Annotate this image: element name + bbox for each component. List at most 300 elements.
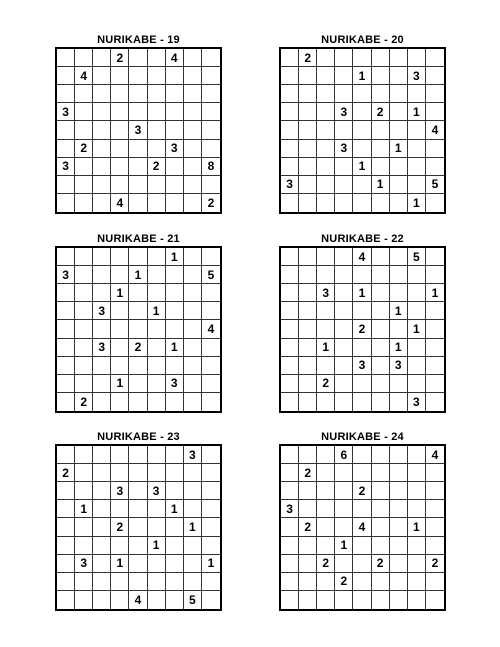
grid-cell[interactable] (129, 537, 147, 555)
grid-cell[interactable] (166, 320, 184, 338)
grid-cell[interactable] (111, 158, 129, 176)
grid-cell[interactable] (372, 158, 390, 176)
grid-cell[interactable]: 5 (202, 266, 220, 284)
grid-cell[interactable]: 3 (353, 357, 371, 375)
grid-cell[interactable] (426, 103, 444, 121)
grid-cell[interactable] (426, 375, 444, 393)
grid-cell[interactable] (281, 158, 299, 176)
grid-cell[interactable] (57, 518, 75, 536)
grid-cell[interactable] (75, 518, 93, 536)
grid-cell[interactable] (353, 446, 371, 464)
grid-cell[interactable] (317, 176, 335, 194)
grid-cell[interactable] (299, 85, 317, 103)
grid-cell[interactable] (408, 357, 426, 375)
grid-cell[interactable] (299, 158, 317, 176)
grid-cell[interactable] (148, 446, 166, 464)
grid-cell[interactable] (353, 537, 371, 555)
grid-cell[interactable] (426, 266, 444, 284)
grid-cell[interactable] (202, 140, 220, 158)
grid-cell[interactable] (93, 591, 111, 609)
grid-cell[interactable] (111, 266, 129, 284)
grid-cell[interactable] (372, 464, 390, 482)
grid-cell[interactable]: 3 (408, 393, 426, 411)
grid-cell[interactable] (202, 537, 220, 555)
grid-cell[interactable] (148, 194, 166, 212)
grid-cell[interactable]: 2 (148, 158, 166, 176)
grid-cell[interactable] (426, 85, 444, 103)
grid-cell[interactable] (317, 393, 335, 411)
grid-cell[interactable] (390, 573, 408, 591)
grid-cell[interactable] (93, 67, 111, 85)
grid-cell[interactable] (299, 140, 317, 158)
grid-cell[interactable] (372, 375, 390, 393)
grid-cell[interactable] (93, 537, 111, 555)
grid-cell[interactable]: 1 (390, 140, 408, 158)
grid-cell[interactable] (93, 482, 111, 500)
grid-cell[interactable] (408, 140, 426, 158)
grid-cell[interactable]: 1 (353, 67, 371, 85)
grid-cell[interactable] (202, 339, 220, 357)
grid-cell[interactable] (166, 194, 184, 212)
grid-cell[interactable] (166, 482, 184, 500)
grid-cell[interactable] (372, 393, 390, 411)
grid-cell[interactable]: 4 (353, 518, 371, 536)
grid-cell[interactable] (166, 446, 184, 464)
grid-cell[interactable] (408, 375, 426, 393)
grid-cell[interactable] (408, 121, 426, 139)
grid-cell[interactable] (148, 464, 166, 482)
grid-cell[interactable] (129, 248, 147, 266)
grid-cell[interactable] (202, 500, 220, 518)
grid-cell[interactable] (317, 121, 335, 139)
grid-cell[interactable]: 1 (184, 518, 202, 536)
grid-cell[interactable] (148, 375, 166, 393)
grid-cell[interactable] (148, 140, 166, 158)
grid-cell[interactable] (390, 103, 408, 121)
grid-cell[interactable] (75, 375, 93, 393)
grid-cell[interactable] (426, 194, 444, 212)
grid-cell[interactable]: 5 (184, 591, 202, 609)
grid-cell[interactable] (426, 537, 444, 555)
grid-cell[interactable] (166, 518, 184, 536)
grid-cell[interactable] (426, 464, 444, 482)
grid-cell[interactable] (202, 121, 220, 139)
grid-cell[interactable]: 3 (57, 266, 75, 284)
grid-cell[interactable] (390, 537, 408, 555)
grid-cell[interactable] (281, 482, 299, 500)
grid-cell[interactable] (408, 49, 426, 67)
grid-cell[interactable]: 4 (129, 591, 147, 609)
grid-cell[interactable] (111, 537, 129, 555)
grid-cell[interactable] (372, 339, 390, 357)
grid-cell[interactable] (129, 393, 147, 411)
grid-cell[interactable] (111, 464, 129, 482)
grid-cell[interactable] (202, 67, 220, 85)
grid-cell[interactable]: 3 (335, 140, 353, 158)
grid-cell[interactable] (335, 266, 353, 284)
grid-cell[interactable] (75, 85, 93, 103)
grid-cell[interactable] (75, 339, 93, 357)
grid-cell[interactable] (317, 573, 335, 591)
grid-cell[interactable] (75, 176, 93, 194)
grid-cell[interactable] (408, 500, 426, 518)
grid-cell[interactable] (353, 591, 371, 609)
grid-cell[interactable]: 1 (426, 284, 444, 302)
grid-cell[interactable] (390, 176, 408, 194)
grid-cell[interactable]: 1 (166, 339, 184, 357)
grid-cell[interactable] (184, 176, 202, 194)
grid-cell[interactable] (335, 518, 353, 536)
grid-cell[interactable] (129, 375, 147, 393)
grid-cell[interactable] (166, 284, 184, 302)
grid-cell[interactable] (148, 85, 166, 103)
grid-cell[interactable]: 2 (75, 393, 93, 411)
grid-cell[interactable] (390, 121, 408, 139)
grid-cell[interactable] (93, 176, 111, 194)
grid-cell[interactable] (426, 49, 444, 67)
grid-cell[interactable]: 3 (184, 446, 202, 464)
grid-cell[interactable]: 1 (408, 518, 426, 536)
grid-cell[interactable] (390, 375, 408, 393)
grid-cell[interactable] (184, 482, 202, 500)
grid-cell[interactable] (148, 284, 166, 302)
grid-cell[interactable] (335, 555, 353, 573)
grid-cell[interactable] (148, 518, 166, 536)
grid-cell[interactable]: 3 (281, 500, 299, 518)
grid-cell[interactable] (184, 103, 202, 121)
grid-cell[interactable] (129, 284, 147, 302)
grid-cell[interactable]: 3 (129, 121, 147, 139)
grid-cell[interactable] (75, 49, 93, 67)
grid-cell[interactable] (184, 266, 202, 284)
grid-cell[interactable] (75, 537, 93, 555)
grid-cell[interactable]: 1 (166, 500, 184, 518)
grid-cell[interactable] (281, 573, 299, 591)
grid-cell[interactable] (299, 482, 317, 500)
grid-cell[interactable] (353, 573, 371, 591)
grid-cell[interactable] (184, 320, 202, 338)
grid-cell[interactable] (202, 446, 220, 464)
grid-cell[interactable] (281, 49, 299, 67)
grid-cell[interactable] (281, 357, 299, 375)
grid-cell[interactable] (57, 393, 75, 411)
grid-cell[interactable] (184, 555, 202, 573)
grid-cell[interactable] (202, 302, 220, 320)
grid-cell[interactable] (129, 49, 147, 67)
grid-cell[interactable] (75, 248, 93, 266)
grid-cell[interactable] (202, 85, 220, 103)
grid-cell[interactable] (335, 339, 353, 357)
grid-cell[interactable] (390, 591, 408, 609)
grid-cell[interactable] (408, 266, 426, 284)
grid-cell[interactable] (129, 67, 147, 85)
grid-cell[interactable] (390, 446, 408, 464)
grid-cell[interactable] (202, 518, 220, 536)
grid-cell[interactable] (57, 357, 75, 375)
grid-cell[interactable] (408, 158, 426, 176)
grid-cell[interactable]: 3 (111, 482, 129, 500)
grid-cell[interactable] (372, 357, 390, 375)
grid-cell[interactable] (353, 302, 371, 320)
grid-cell[interactable] (372, 518, 390, 536)
grid-cell[interactable] (335, 284, 353, 302)
grid-cell[interactable] (111, 176, 129, 194)
grid-cell[interactable] (57, 500, 75, 518)
grid-cell[interactable] (408, 85, 426, 103)
grid-cell[interactable] (281, 320, 299, 338)
grid-cell[interactable] (299, 194, 317, 212)
grid-cell[interactable] (372, 49, 390, 67)
grid-cell[interactable] (129, 103, 147, 121)
grid-cell[interactable] (390, 266, 408, 284)
grid-cell[interactable] (57, 446, 75, 464)
grid-cell[interactable]: 2 (353, 482, 371, 500)
grid-cell[interactable] (335, 357, 353, 375)
grid-cell[interactable] (111, 85, 129, 103)
grid-cell[interactable] (166, 573, 184, 591)
grid-cell[interactable] (57, 591, 75, 609)
grid-cell[interactable] (353, 339, 371, 357)
grid-cell[interactable] (335, 482, 353, 500)
grid-cell[interactable] (426, 500, 444, 518)
grid-cell[interactable]: 2 (372, 555, 390, 573)
grid-cell[interactable] (166, 537, 184, 555)
grid-cell[interactable] (390, 49, 408, 67)
grid-cell[interactable] (372, 591, 390, 609)
grid-cell[interactable]: 4 (202, 320, 220, 338)
grid-cell[interactable] (353, 266, 371, 284)
grid-cell[interactable] (184, 500, 202, 518)
grid-cell[interactable] (426, 248, 444, 266)
grid-cell[interactable] (184, 393, 202, 411)
grid-cell[interactable] (129, 518, 147, 536)
grid-cell[interactable] (353, 464, 371, 482)
grid-cell[interactable] (299, 446, 317, 464)
grid-cell[interactable]: 3 (335, 103, 353, 121)
grid-cell[interactable]: 3 (166, 375, 184, 393)
grid-cell[interactable] (317, 103, 335, 121)
grid-cell[interactable] (93, 103, 111, 121)
grid-cell[interactable] (75, 266, 93, 284)
grid-cell[interactable] (166, 302, 184, 320)
grid-cell[interactable] (372, 500, 390, 518)
grid-cell[interactable] (390, 194, 408, 212)
grid-cell[interactable] (426, 482, 444, 500)
grid-cell[interactable] (184, 302, 202, 320)
grid-cell[interactable] (57, 555, 75, 573)
grid-cell[interactable] (148, 555, 166, 573)
grid-cell[interactable] (335, 375, 353, 393)
grid-cell[interactable] (166, 158, 184, 176)
grid-cell[interactable] (148, 357, 166, 375)
grid-cell[interactable] (317, 537, 335, 555)
grid-cell[interactable]: 2 (299, 518, 317, 536)
grid-cell[interactable] (281, 284, 299, 302)
grid-cell[interactable] (335, 320, 353, 338)
grid-cell[interactable] (353, 500, 371, 518)
grid-cell[interactable]: 3 (75, 555, 93, 573)
grid-cell[interactable]: 5 (426, 176, 444, 194)
grid-cell[interactable] (372, 194, 390, 212)
grid-cell[interactable]: 1 (408, 103, 426, 121)
grid-cell[interactable] (372, 67, 390, 85)
grid-cell[interactable] (281, 537, 299, 555)
grid-cell[interactable]: 3 (93, 339, 111, 357)
grid-cell[interactable] (390, 393, 408, 411)
grid-cell[interactable]: 8 (202, 158, 220, 176)
grid-cell[interactable]: 2 (75, 140, 93, 158)
grid-cell[interactable] (148, 121, 166, 139)
grid-cell[interactable] (281, 85, 299, 103)
grid-cell[interactable] (353, 194, 371, 212)
grid-cell[interactable]: 4 (111, 194, 129, 212)
grid-cell[interactable] (166, 103, 184, 121)
grid-cell[interactable] (317, 518, 335, 536)
grid-cell[interactable]: 1 (390, 339, 408, 357)
grid-cell[interactable] (184, 464, 202, 482)
grid-cell[interactable] (129, 320, 147, 338)
grid-cell[interactable] (184, 85, 202, 103)
grid-cell[interactable]: 5 (408, 248, 426, 266)
grid-cell[interactable] (75, 464, 93, 482)
grid-cell[interactable] (57, 140, 75, 158)
grid-cell[interactable] (184, 158, 202, 176)
grid-cell[interactable] (75, 482, 93, 500)
grid-cell[interactable] (93, 121, 111, 139)
grid-cell[interactable]: 2 (317, 375, 335, 393)
grid-cell[interactable] (129, 555, 147, 573)
grid-cell[interactable] (57, 176, 75, 194)
grid-cell[interactable] (372, 140, 390, 158)
grid-cell[interactable]: 1 (148, 537, 166, 555)
grid-cell[interactable] (299, 339, 317, 357)
grid-cell[interactable] (202, 248, 220, 266)
grid-cell[interactable] (390, 85, 408, 103)
grid-cell[interactable] (408, 284, 426, 302)
grid-cell[interactable] (93, 85, 111, 103)
grid-cell[interactable] (299, 67, 317, 85)
grid-cell[interactable] (390, 158, 408, 176)
grid-cell[interactable] (317, 49, 335, 67)
grid-cell[interactable] (317, 464, 335, 482)
grid-cell[interactable] (129, 464, 147, 482)
grid-cell[interactable]: 1 (111, 555, 129, 573)
grid-cell[interactable] (166, 85, 184, 103)
grid-cell[interactable] (426, 140, 444, 158)
grid-cell[interactable]: 1 (148, 302, 166, 320)
grid-cell[interactable] (148, 103, 166, 121)
grid-cell[interactable] (299, 176, 317, 194)
grid-cell[interactable] (129, 85, 147, 103)
grid-cell[interactable] (129, 194, 147, 212)
grid-cell[interactable] (335, 591, 353, 609)
grid-cell[interactable] (166, 176, 184, 194)
grid-cell[interactable] (57, 302, 75, 320)
grid-cell[interactable] (281, 194, 299, 212)
grid-cell[interactable] (335, 85, 353, 103)
grid-cell[interactable] (93, 140, 111, 158)
grid-cell[interactable] (75, 573, 93, 591)
grid-cell[interactable] (202, 357, 220, 375)
grid-cell[interactable]: 2 (299, 464, 317, 482)
grid-cell[interactable] (281, 67, 299, 85)
grid-cell[interactable]: 2 (317, 555, 335, 573)
grid-cell[interactable] (111, 591, 129, 609)
grid-cell[interactable] (426, 302, 444, 320)
grid-cell[interactable] (353, 140, 371, 158)
grid-cell[interactable]: 2 (372, 103, 390, 121)
grid-cell[interactable] (93, 446, 111, 464)
grid-cell[interactable] (408, 591, 426, 609)
grid-cell[interactable] (166, 67, 184, 85)
grid-cell[interactable] (317, 67, 335, 85)
grid-cell[interactable] (372, 482, 390, 500)
grid-cell[interactable] (129, 176, 147, 194)
grid-cell[interactable] (57, 320, 75, 338)
grid-cell[interactable] (75, 103, 93, 121)
grid-cell[interactable] (129, 482, 147, 500)
grid-cell[interactable] (372, 446, 390, 464)
grid-cell[interactable] (281, 103, 299, 121)
grid-cell[interactable] (184, 537, 202, 555)
grid-cell[interactable] (299, 248, 317, 266)
grid-cell[interactable] (166, 121, 184, 139)
grid-cell[interactable] (129, 357, 147, 375)
grid-cell[interactable]: 2 (335, 573, 353, 591)
grid-cell[interactable] (148, 266, 166, 284)
grid-cell[interactable] (408, 176, 426, 194)
grid-cell[interactable] (148, 500, 166, 518)
grid-cell[interactable] (184, 49, 202, 67)
grid-cell[interactable] (184, 67, 202, 85)
grid-cell[interactable] (408, 446, 426, 464)
grid-cell[interactable] (317, 482, 335, 500)
grid-cell[interactable] (408, 464, 426, 482)
grid-cell[interactable] (148, 339, 166, 357)
grid-cell[interactable] (426, 339, 444, 357)
grid-cell[interactable] (335, 393, 353, 411)
grid-cell[interactable] (111, 121, 129, 139)
grid-cell[interactable] (299, 103, 317, 121)
grid-cell[interactable] (148, 573, 166, 591)
grid-cell[interactable]: 1 (353, 158, 371, 176)
grid-cell[interactable]: 1 (202, 555, 220, 573)
grid-cell[interactable] (353, 103, 371, 121)
grid-cell[interactable] (299, 537, 317, 555)
grid-cell[interactable] (335, 500, 353, 518)
grid-cell[interactable] (408, 482, 426, 500)
grid-cell[interactable] (299, 591, 317, 609)
grid-cell[interactable] (57, 194, 75, 212)
grid-cell[interactable]: 1 (111, 375, 129, 393)
grid-cell[interactable] (299, 393, 317, 411)
grid-cell[interactable] (93, 266, 111, 284)
grid-cell[interactable] (93, 194, 111, 212)
grid-cell[interactable] (129, 140, 147, 158)
grid-cell[interactable] (390, 518, 408, 536)
grid-cell[interactable] (426, 357, 444, 375)
grid-cell[interactable] (281, 248, 299, 266)
grid-cell[interactable] (353, 393, 371, 411)
grid-cell[interactable] (93, 320, 111, 338)
grid-cell[interactable] (353, 176, 371, 194)
grid-cell[interactable] (408, 537, 426, 555)
grid-cell[interactable] (184, 248, 202, 266)
grid-cell[interactable] (426, 320, 444, 338)
grid-cell[interactable] (148, 49, 166, 67)
grid-cell[interactable] (299, 555, 317, 573)
grid-cell[interactable] (353, 121, 371, 139)
